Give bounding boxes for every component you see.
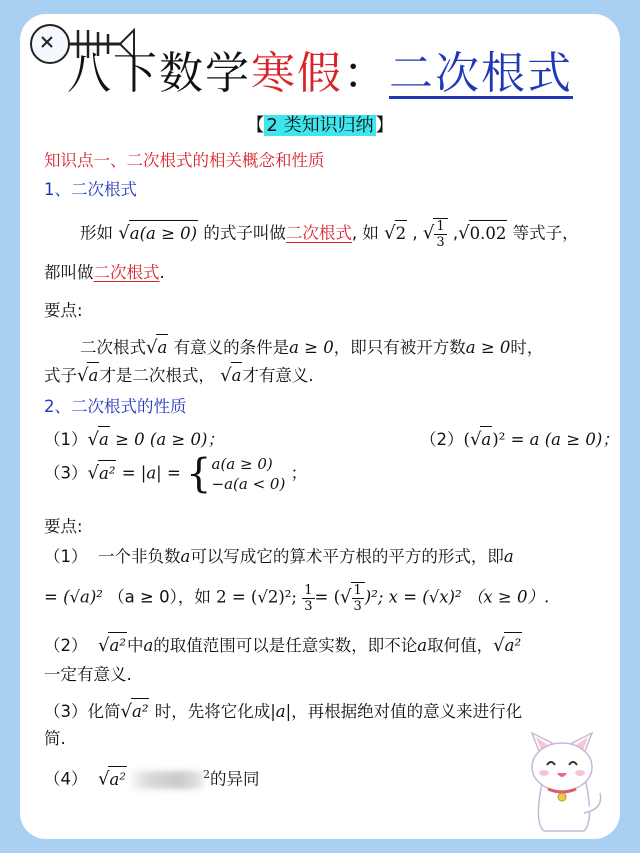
key-2-item-1-line-2: = (√a)² （a ≥ 0），如 2 = (√2)²; $\frac{1}{3}$ = (√ $\frac{1}{3}$ )²; x = (√x)² （x ≥ 0）.: [44, 582, 550, 614]
blurred-region: [127, 771, 203, 789]
section-heading: 知识点一、二次根式的相关概念和性质: [44, 151, 325, 170]
key-2-item-2-line-2: 一定有意义.: [44, 665, 132, 684]
key-points-label-2: 要点:: [44, 517, 83, 536]
definition-line-2: 都叫做二次根式.: [44, 263, 165, 282]
key-point-line-2: 式子√a才是二次根式， √a才有意义.: [44, 362, 600, 389]
cat-illustration: [514, 713, 610, 833]
definition-line: 形如 √a(a ≥ 0) 的式子叫做二次根式, 如 √2 , √ $\frac{1}{3}$ ,√0.02 等式子，: [80, 219, 579, 250]
document-page: [20, 14, 620, 839]
subheading-2: 2、二次根式的性质: [44, 397, 187, 416]
key-2-item-4: （4） √a² $^2$的异同: [44, 762, 600, 793]
key-point-line-1: 二次根式√a 有意义的条件是a ≥ 0，即只有被开方数a ≥ 0时，: [80, 334, 600, 361]
subtitle: 【 2 类知识归纳 】: [246, 115, 394, 136]
key-points-label-1: 要点:: [44, 301, 83, 320]
page-title: 八下数学寒假：二次根式: [67, 48, 573, 99]
property-3: （3）√a² = |a| = { a(a ≥ 0) −a(a < 0) ；: [44, 451, 308, 497]
key-2-item-1: （1） 一个非负数a可以写成它的算术平方根的平方的形式，即a: [44, 547, 514, 566]
key-2-item-3-line-2: 简.: [44, 729, 66, 748]
property-2: （2）(√a)² = a (a ≥ 0)；: [420, 426, 600, 453]
property-1: （1）√a ≥ 0 (a ≥ 0)；: [44, 426, 600, 453]
subtitle-highlight: 2 类知识归纳: [266, 115, 374, 136]
key-2-item-3: （3）化简√a² 时，先将它化成|a|，再根据绝对值的意义来进行化: [44, 698, 600, 725]
key-2-item-2: （2） √a²中a的取值范围可以是任意实数，即不论a取何值，√a²: [44, 632, 600, 659]
subheading-1: 1、二次根式: [44, 180, 137, 199]
